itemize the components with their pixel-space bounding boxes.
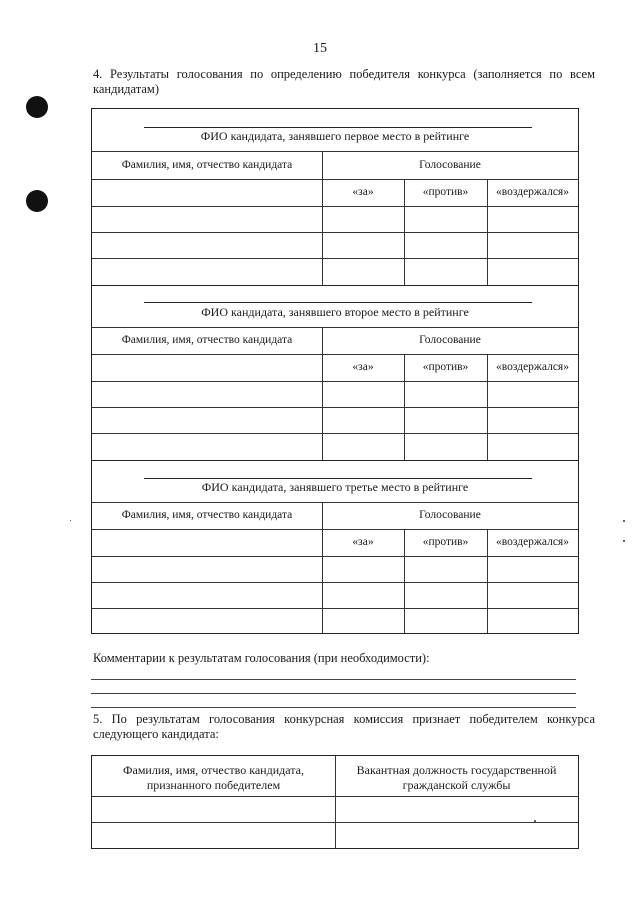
scan-speck <box>623 520 625 522</box>
block-3-col-for: «за» <box>352 536 374 548</box>
winner-position-header-line-2: гражданской службы <box>402 778 511 792</box>
block-3-title: ФИО кандидата, занявшего третье место в рейтинге <box>201 480 469 494</box>
block-1-col-abstain: «воздержался» <box>496 186 569 198</box>
block-2-name-line <box>144 302 532 303</box>
comments-label: Комментарии к результатам голосования (при необходимости): <box>93 651 430 665</box>
block-2-col-against: «против» <box>422 361 469 373</box>
block-2-row-line <box>92 381 578 382</box>
block-1-col-for: «за» <box>352 186 374 198</box>
section-4-line-2: кандидатам) <box>93 82 159 96</box>
block-2-row-line <box>92 407 578 408</box>
block-3-row-line <box>92 608 578 609</box>
block-1-vote-header: Голосование <box>419 159 481 171</box>
block-3-name-line <box>144 478 532 479</box>
block-1-row-line <box>92 232 578 233</box>
block-3-name-header: Фамилия, имя, отчество кандидата <box>121 509 293 521</box>
block-1-col-against: «против» <box>422 186 469 198</box>
section-4-line-1: 4. Результаты голосования по определению победителя конкурса (заполняется по всем <box>93 67 595 81</box>
block-2-row-line <box>92 433 578 434</box>
punch-hole-top <box>26 96 48 118</box>
block-3-col-line <box>322 502 323 633</box>
block-1-name-line <box>144 127 532 128</box>
block-3-row-line <box>92 529 578 530</box>
block-1-row-line <box>92 179 578 180</box>
block-1-row-line <box>92 258 578 259</box>
block-1-row-line <box>92 206 578 207</box>
block-1-title: ФИО кандидата, занявшего первое место в рейтинге <box>200 129 470 143</box>
block-1-divider <box>92 151 578 152</box>
block-3-divider <box>92 502 578 503</box>
block-1-end-line <box>92 285 578 286</box>
winner-row-line <box>92 796 578 797</box>
block-3-row-line <box>92 582 578 583</box>
winner-name-header-line-1: Фамилия, имя, отчество кандидата, <box>123 763 304 777</box>
block-3-row-line <box>92 556 578 557</box>
block-2-name-header: Фамилия, имя, отчество кандидата <box>121 334 293 346</box>
scan-speck <box>70 520 71 521</box>
comments-line-2 <box>91 693 576 694</box>
block-2-col-for: «за» <box>352 361 374 373</box>
block-2-vote-header: Голосование <box>419 334 481 346</box>
block-1-col-line <box>322 151 323 285</box>
winner-col-line <box>335 756 336 848</box>
block-2-end-line <box>92 460 578 461</box>
winner-row-line <box>92 822 578 823</box>
punch-hole-bottom <box>26 190 48 212</box>
section-5-heading <box>93 712 595 742</box>
winner-position-header-line-1: Вакантная должность государственной <box>356 763 557 777</box>
block-3-col-abstain: «воздержался» <box>496 536 569 548</box>
voting-results-table <box>91 108 579 634</box>
block-2-row-line <box>92 354 578 355</box>
section-5-line-1: 5. По результатам голосования конкурсная комиссия признает победителем конкурса <box>93 712 595 726</box>
section-4-heading <box>93 67 595 97</box>
block-3-vote-header: Голосование <box>419 509 481 521</box>
winner-table <box>91 755 579 849</box>
scan-speck <box>534 820 536 822</box>
block-3-col-against: «против» <box>422 536 469 548</box>
comments-line-1 <box>91 679 576 680</box>
block-2-divider <box>92 327 578 328</box>
comments-line-3 <box>91 707 576 708</box>
section-5-line-2: следующего кандидата: <box>93 727 219 741</box>
block-2-title: ФИО кандидата, занявшего второе место в рейтинге <box>201 305 469 319</box>
winner-name-header <box>92 763 335 793</box>
page-number: 15 <box>313 41 327 56</box>
block-2-col-abstain: «воздержался» <box>496 361 569 373</box>
scan-speck <box>623 540 625 542</box>
block-1-name-header: Фамилия, имя, отчество кандидата <box>121 159 293 171</box>
winner-position-header <box>335 763 578 793</box>
winner-name-header-line-2: признанного победителем <box>146 778 281 792</box>
block-2-col-line <box>322 327 323 460</box>
